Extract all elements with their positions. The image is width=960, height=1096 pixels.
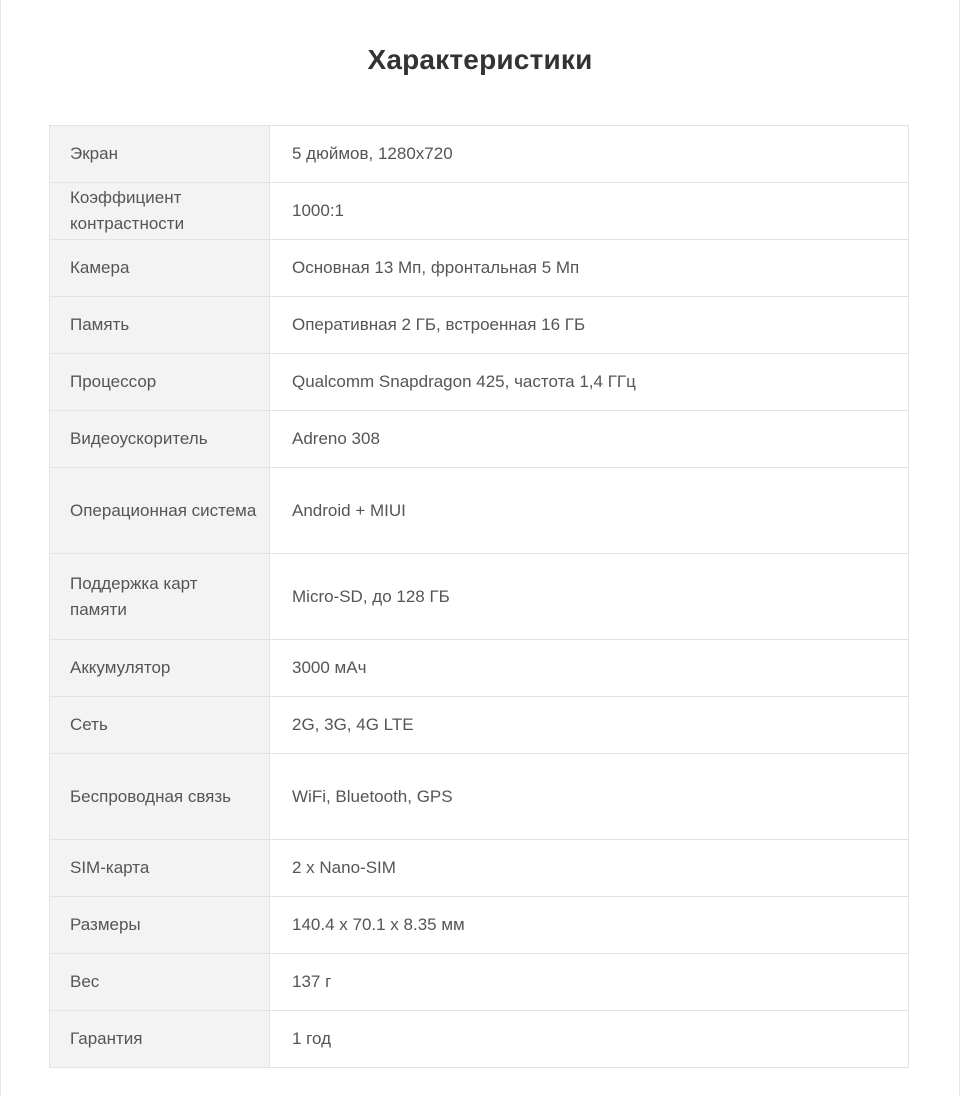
spec-row-memory-card	[50, 554, 909, 640]
spec-value: Qualcomm Snapdragon 425, частота 1,4 ГГц	[270, 354, 909, 411]
spec-label: Память	[50, 297, 270, 354]
spec-value: 2G, 3G, 4G LTE	[270, 697, 909, 754]
spec-label: Камера	[50, 240, 270, 297]
spec-value: Android + MIUI	[270, 468, 909, 554]
spec-value: 2 x Nano-SIM	[270, 840, 909, 897]
frame-left-border	[0, 0, 1, 1096]
spec-label: Экран	[50, 126, 270, 183]
spec-row-screen	[50, 126, 909, 183]
spec-value: Оперативная 2 ГБ, встроенная 16 ГБ	[270, 297, 909, 354]
spec-label: Видеоускоритель	[50, 411, 270, 468]
spec-value: 5 дюймов, 1280x720	[270, 126, 909, 183]
spec-label: SIM-карта	[50, 840, 270, 897]
spec-row-camera	[50, 240, 909, 297]
spec-value: 140.4 x 70.1 x 8.35 мм	[270, 897, 909, 954]
spec-label: Коэффициент контрастности	[50, 183, 270, 240]
spec-label: Процессор	[50, 354, 270, 411]
spec-label: Поддержка карт памяти	[50, 554, 270, 640]
spec-label: Гарантия	[50, 1011, 270, 1068]
spec-label: Вес	[50, 954, 270, 1011]
spec-value: 1 год	[270, 1011, 909, 1068]
page-title: Характеристики	[367, 44, 593, 75]
spec-row-gpu	[50, 411, 909, 468]
spec-row-battery	[50, 640, 909, 697]
spec-row-dimensions	[50, 897, 909, 954]
spec-value: Основная 13 Мп, фронтальная 5 Мп	[270, 240, 909, 297]
spec-value: WiFi, Bluetooth, GPS	[270, 754, 909, 840]
specs-table	[49, 125, 909, 1068]
spec-row-warranty	[50, 1011, 909, 1068]
spec-value: 137 г	[270, 954, 909, 1011]
spec-label: Беспроводная связь	[50, 754, 270, 840]
spec-label: Размеры	[50, 897, 270, 954]
spec-row-os	[50, 468, 909, 554]
spec-row-network	[50, 697, 909, 754]
spec-row-memory	[50, 297, 909, 354]
spec-row-weight	[50, 954, 909, 1011]
spec-label: Сеть	[50, 697, 270, 754]
spec-value: Adreno 308	[270, 411, 909, 468]
spec-value: 3000 мАч	[270, 640, 909, 697]
spec-row-wireless	[50, 754, 909, 840]
spec-row-sim	[50, 840, 909, 897]
spec-label: Аккумулятор	[50, 640, 270, 697]
spec-row-processor	[50, 354, 909, 411]
spec-value: 1000:1	[270, 183, 909, 240]
spec-row-contrast	[50, 183, 909, 240]
spec-value: Micro-SD, до 128 ГБ	[270, 554, 909, 640]
spec-label: Операционная система	[50, 468, 270, 554]
